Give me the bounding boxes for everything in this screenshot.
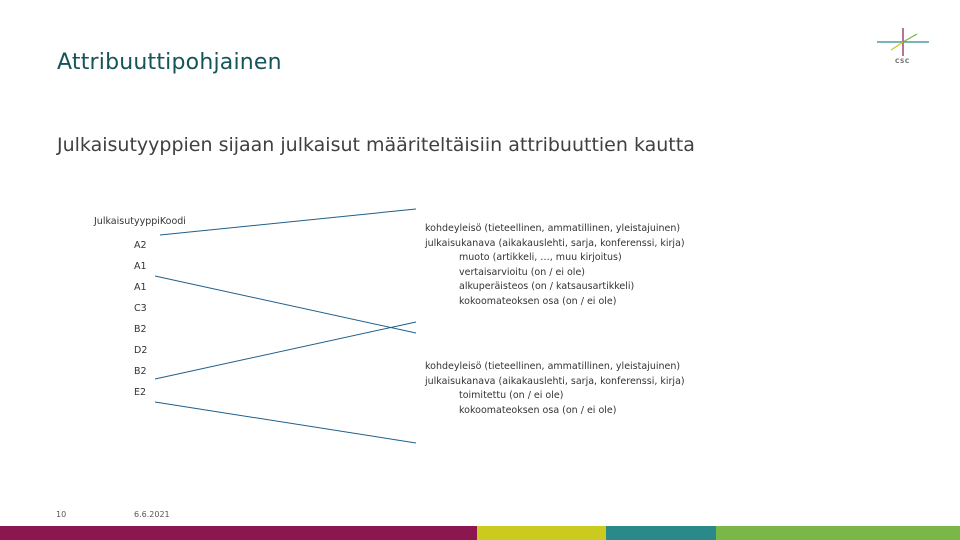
footer-color-bar bbox=[0, 526, 960, 540]
code-item-b2: B2 bbox=[134, 324, 147, 335]
attribute-line: muoto (artikkeli, …, muu kirjoitus) bbox=[459, 252, 622, 263]
connector-bottom-lower bbox=[155, 402, 416, 443]
attribute-line: kohdeyleisö (tieteellinen, ammatillinen, yleistajuinen) bbox=[425, 223, 681, 234]
attribute-line: vertaisarvioitu (on / ei ole) bbox=[459, 266, 586, 278]
slide-title: Attribuuttipohjainen bbox=[57, 50, 282, 75]
attribute-line: julkaisukanava (aikakauslehti, sarja, konferenssi, kirja) bbox=[425, 375, 685, 387]
footer-segment-2 bbox=[477, 526, 606, 540]
code-item-a2: A2 bbox=[134, 240, 147, 251]
page-number: 10 bbox=[56, 510, 67, 519]
connector-top-upper bbox=[160, 209, 416, 235]
connector-bottom-upper bbox=[155, 322, 416, 379]
code-item-a1: A1 bbox=[134, 282, 147, 293]
attribute-group-2 bbox=[425, 360, 685, 418]
footer-segment-3 bbox=[606, 526, 716, 540]
code-item-d2: D2 bbox=[134, 345, 148, 356]
attribute-line: julkaisukanava (aikakauslehti, sarja, konferenssi, kirja) bbox=[425, 237, 685, 249]
code-item-e2: E2 bbox=[134, 387, 147, 398]
attribute-line: alkuperäisteos (on / katsausartikkeli) bbox=[459, 281, 635, 292]
code-item-c3: C3 bbox=[134, 303, 147, 314]
code-list-header: JulkaisutyyppiKoodi bbox=[94, 216, 186, 227]
attribute-line: toimitettu (on / ei ole) bbox=[459, 390, 564, 401]
footer-segment-4 bbox=[716, 526, 960, 540]
code-item-b2: B2 bbox=[134, 366, 147, 377]
connector-top-lower bbox=[155, 276, 416, 333]
attribute-line: kokoomateoksen osa (on / ei ole) bbox=[459, 295, 617, 307]
slide-subtitle: Julkaisutyyppien sijaan julkaisut määriteltäisiin attribuuttien kautta bbox=[57, 134, 695, 156]
footer-segment-1 bbox=[0, 526, 477, 540]
page-date: 6.6.2021 bbox=[134, 510, 170, 519]
logo-text: CSC bbox=[895, 58, 910, 65]
attribute-line: kokoomateoksen osa (on / ei ole) bbox=[459, 404, 617, 416]
code-item-a1: A1 bbox=[134, 261, 147, 272]
attribute-group-1 bbox=[425, 222, 685, 309]
attribute-line: kohdeyleisö (tieteellinen, ammatillinen, yleistajuinen) bbox=[425, 361, 681, 372]
